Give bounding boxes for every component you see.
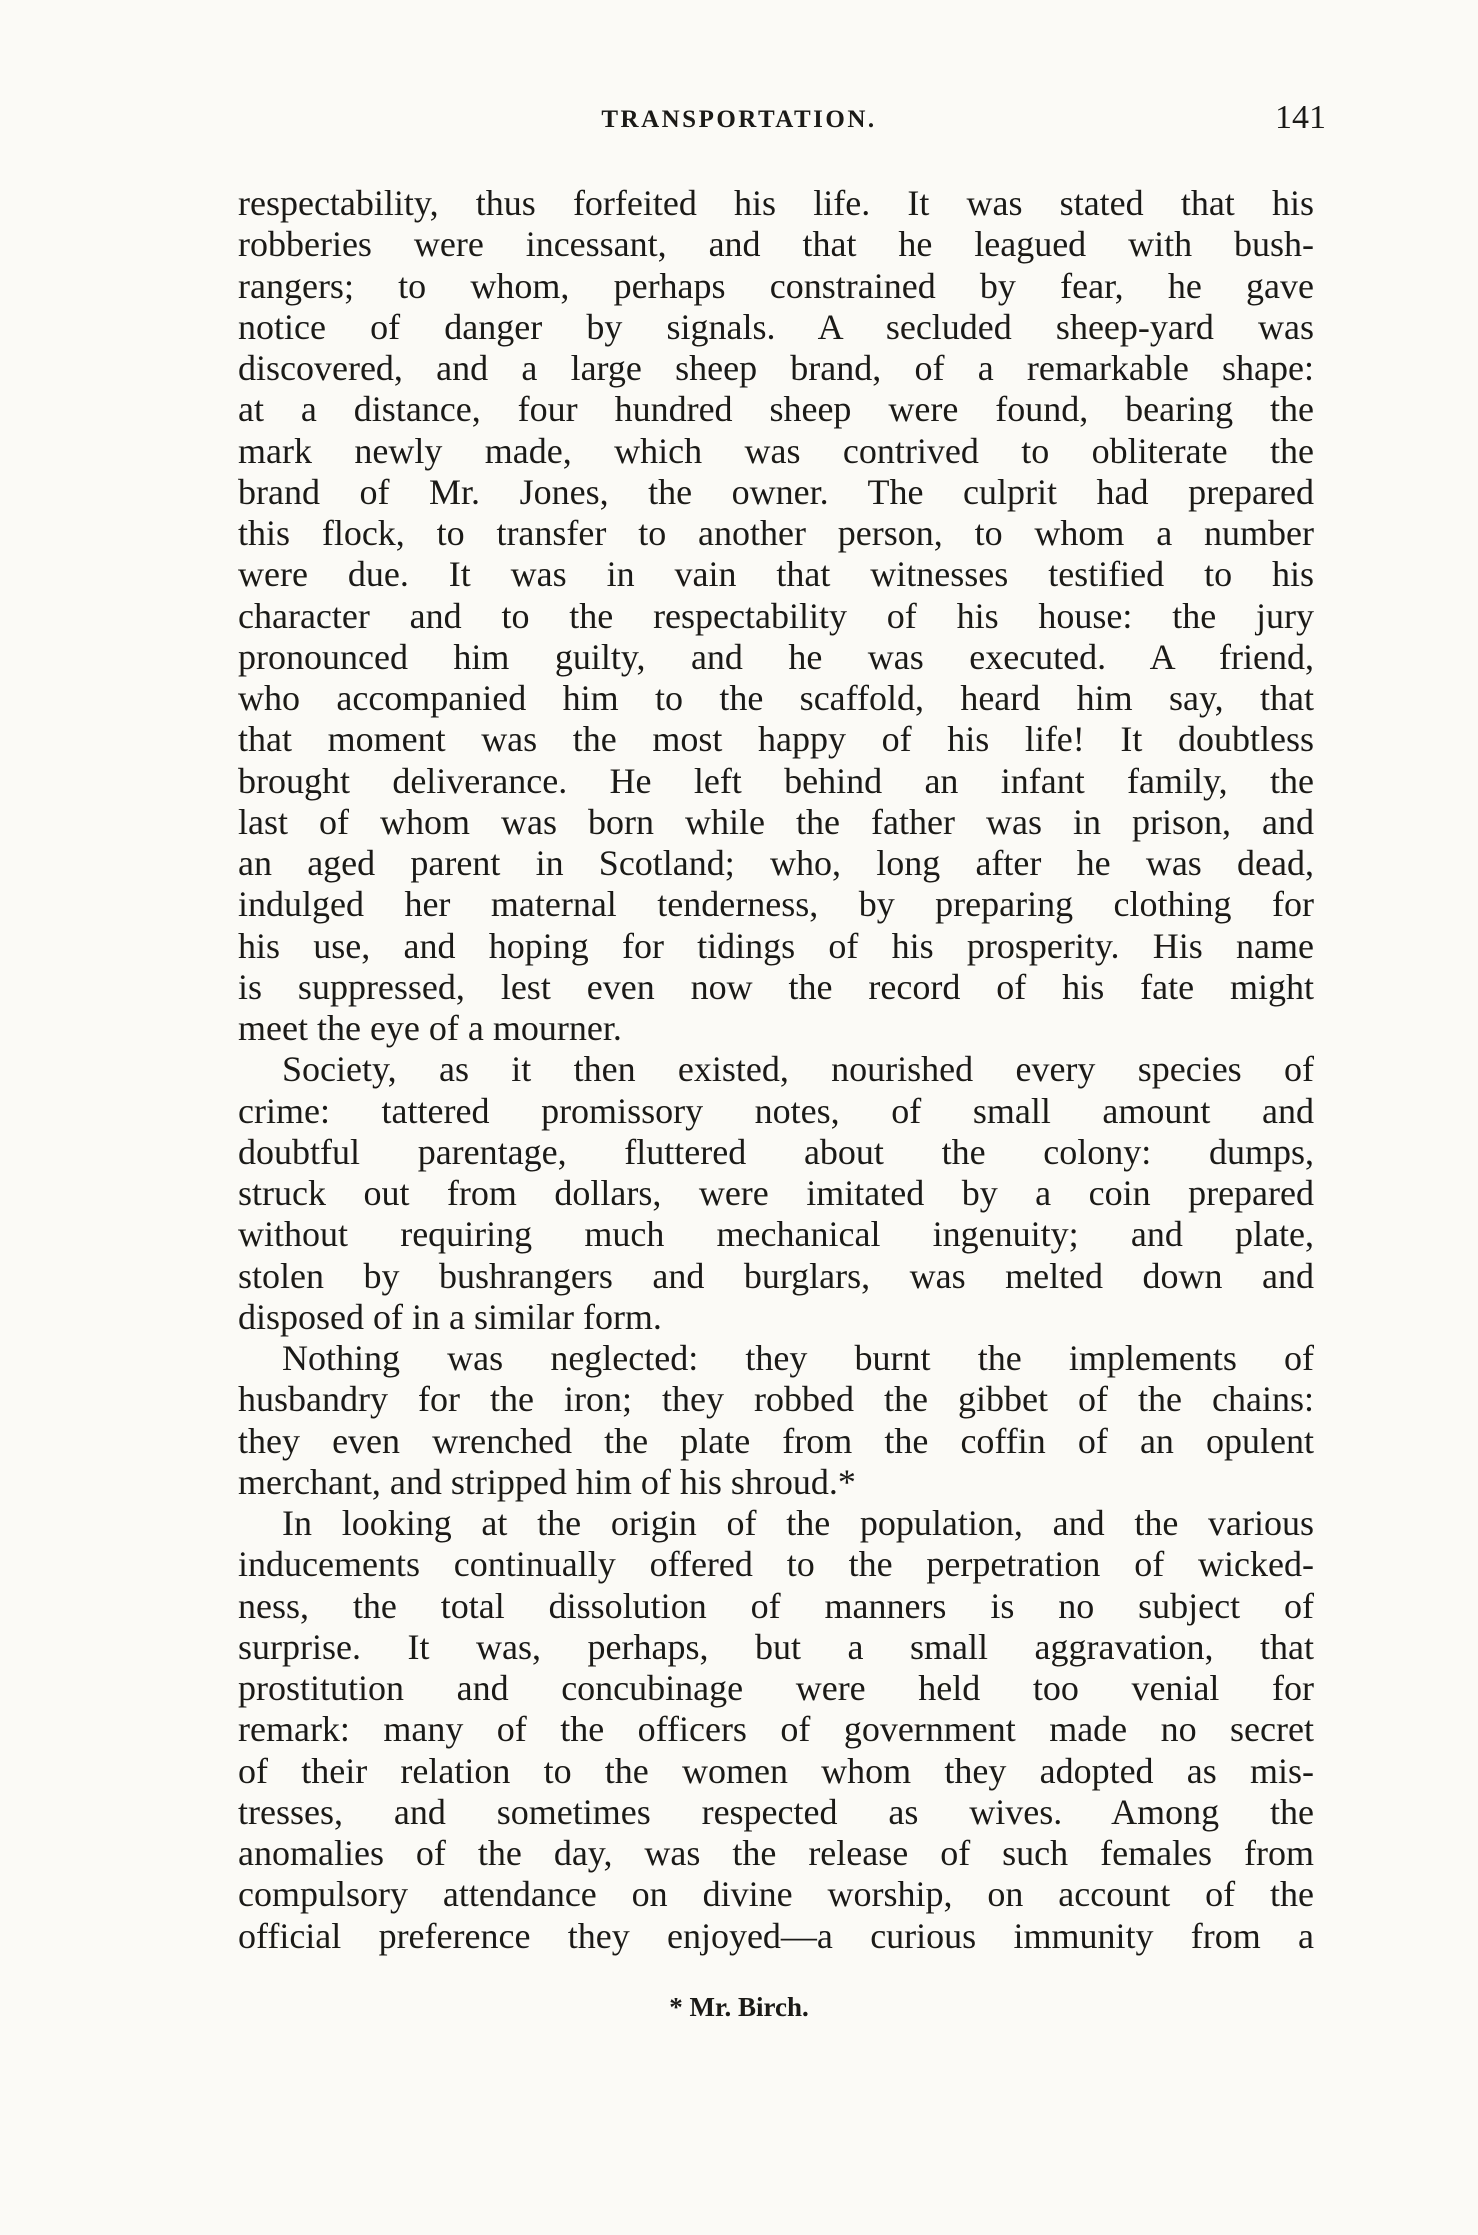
text-line: ness, the total dissolution of manners is no subject of [238,1585,1314,1626]
text-line: rangers; to whom, perhaps constrained by fear, he gave [238,265,1314,306]
text-line: meet the eye of a mourner. [238,1008,622,1048]
text-line: husbandry for the iron; they robbed the gibbet of the chains: [238,1379,1314,1420]
paragraph [238,1503,1314,1957]
running-title: TRANSPORTATION. [601,106,877,133]
text-line: pronounced him guilty, and he was executed. A friend, [238,636,1314,677]
text-line: Society, as it then existed, nourished every species of [282,1049,1314,1090]
text-line: this flock, to transfer to another person, to whom a number [238,513,1314,553]
text-line: without requiring much mechanical ingenuity; and plate, [238,1214,1314,1255]
paragraph [238,1338,1314,1503]
text-line: Nothing was neglected: they burnt the implements of [282,1338,1314,1378]
text-line: remark: many of the officers of government made no secret [238,1709,1314,1750]
text-line: character and to the respectability of his house: the jury [238,595,1314,636]
text-line: merchant, and stripped him of his shroud.* [238,1461,856,1502]
text-line: crime: tattered promissory notes, of small amount and [238,1090,1314,1131]
text-line: who accompanied him to the scaffold, heard him say, that [238,678,1314,718]
text-line: an aged parent in Scotland; who, long after he was dead, [238,843,1314,883]
page-number: 141 [1275,99,1326,136]
paragraph [238,1049,1314,1338]
text-line: discovered, and a large sheep brand, of a remarkable shape: [238,348,1314,388]
text-line: that moment was the most happy of his life! It doubtless [238,719,1314,760]
text-line: they even wrenched the plate from the coffin of an opulent [238,1420,1314,1461]
text-line: struck out from dollars, were imitated by a coin prepared [238,1173,1314,1213]
text-line: his use, and hoping for tidings of his prosperity. His name [238,925,1314,966]
text-line: disposed of in a similar form. [238,1296,662,1337]
text-line: last of whom was born while the father was in prison, and [238,801,1314,842]
text-line: stolen by bushrangers and burglars, was melted down and [238,1255,1314,1296]
text-line: compulsory attendance on divine worship, on account of the [238,1874,1314,1915]
text-line: were due. It was in vain that witnesses testified to his [238,554,1314,595]
text-line: brought deliverance. He left behind an infant family, the [238,760,1314,801]
text-line: robberies were incessant, and that he leagued with bush- [238,224,1314,265]
text-line: is suppressed, lest even now the record of his fate might [238,966,1314,1007]
text-line: of their relation to the women whom they adopted as mis- [238,1750,1314,1791]
text-line: prostitution and concubinage were held too venial for [238,1668,1314,1708]
text-line: anomalies of the day, was the release of such females from [238,1833,1314,1873]
text-line: doubtful parentage, fluttered about the colony: dumps, [238,1131,1314,1172]
text-line: respectability, thus forfeited his life. It was stated that his [238,183,1314,223]
body-text [238,183,1314,1957]
text-line: inducements continually offered to the perpetration of wicked- [238,1544,1314,1585]
footnote: * Mr. Birch. [669,1992,809,2022]
text-line: brand of Mr. Jones, the owner. The culprit had prepared [238,471,1314,512]
paragraph [238,183,1314,1049]
text-line: In looking at the origin of the population, and the various [282,1503,1314,1543]
text-line: indulged her maternal tenderness, by preparing clothing for [238,884,1314,925]
text-line: tresses, and sometimes respected as wives. Among the [238,1791,1314,1832]
text-line: surprise. It was, perhaps, but a small aggravation, that [238,1626,1314,1667]
text-line: at a distance, four hundred sheep were found, bearing the [238,389,1314,430]
text-line: notice of danger by signals. A secluded sheep-yard was [238,306,1314,347]
text-line: mark newly made, which was contrived to obliterate the [238,430,1314,471]
text-line: official preference they enjoyed—a curious immunity from a [238,1915,1314,1956]
